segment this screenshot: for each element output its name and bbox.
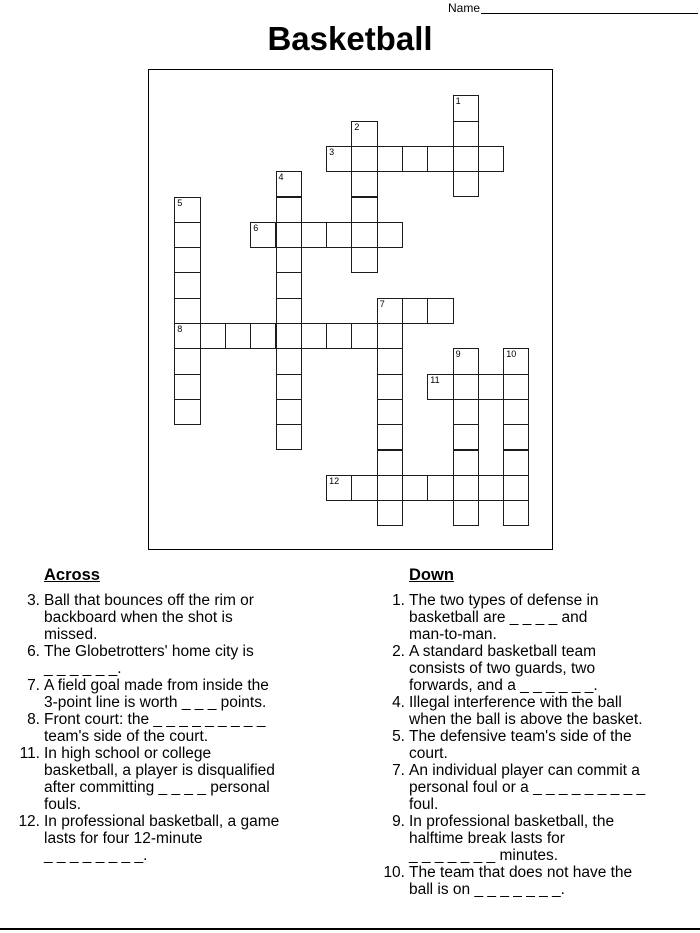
cell-number: 11: [430, 374, 440, 385]
crossword-cell[interactable]: [351, 247, 377, 273]
crossword-cell[interactable]: [453, 121, 479, 147]
crossword-cell[interactable]: [453, 374, 479, 400]
clue-text: Illegal interference with the ball when the ball is above the basket.: [409, 694, 643, 728]
crossword-cell[interactable]: [351, 121, 377, 147]
crossword-cell[interactable]: [377, 450, 403, 476]
clue-text: Ball that bounces off the rim or backboard when the shot is missed.: [44, 592, 254, 643]
clue-text: The defensive team's side of the court.: [409, 728, 632, 762]
bottom-page-rule: [0, 928, 700, 930]
crossword-cell[interactable]: [276, 272, 302, 298]
crossword-cell[interactable]: [427, 298, 453, 324]
across-section: [10, 566, 344, 864]
crossword-cell[interactable]: [326, 323, 352, 349]
crossword-cell[interactable]: [377, 475, 403, 501]
crossword-cell[interactable]: [453, 500, 479, 526]
crossword-cell[interactable]: [453, 95, 479, 121]
crossword-cell[interactable]: [174, 323, 200, 349]
crossword-cell[interactable]: [453, 399, 479, 425]
crossword-cell[interactable]: [200, 323, 226, 349]
clue-item: [10, 592, 344, 643]
crossword-cell[interactable]: [276, 222, 302, 248]
cell-number: 3: [329, 146, 335, 157]
crossword-cell[interactable]: [326, 222, 352, 248]
clue-text: A standard basketball team consists of two guards, two forwards, and a _ _ _ _ _ _.: [409, 643, 598, 694]
clue-number: 7.: [27, 677, 40, 694]
crossword-cell[interactable]: [174, 298, 200, 324]
clue-text: A field goal made from inside the 3-point line is worth _ _ _ points.: [44, 677, 269, 711]
clue-item: [374, 813, 696, 864]
crossword-cell[interactable]: [326, 146, 352, 172]
cell-number: 1: [455, 96, 461, 107]
cell-number: 10: [506, 349, 517, 360]
crossword-cell[interactable]: [402, 475, 428, 501]
clue-item: [374, 762, 696, 813]
crossword-cell[interactable]: [503, 475, 529, 501]
crossword-cell[interactable]: [276, 197, 302, 223]
crossword-cell[interactable]: [377, 424, 403, 450]
clue-text: Front court: the _ _ _ _ _ _ _ _ _ team's side of the court.: [44, 711, 266, 745]
crossword-cell[interactable]: [377, 348, 403, 374]
crossword-cell[interactable]: [453, 475, 479, 501]
cell-number: 6: [253, 222, 259, 233]
crossword-cell[interactable]: [503, 399, 529, 425]
crossword-cell[interactable]: [503, 500, 529, 526]
name-label: Name: [448, 1, 481, 15]
crossword-cell[interactable]: [276, 348, 302, 374]
crossword-cell[interactable]: [377, 146, 403, 172]
crossword-cell[interactable]: [453, 424, 479, 450]
clue-item: [374, 864, 696, 898]
crossword-cell[interactable]: [351, 171, 377, 197]
down-heading: Down: [409, 566, 454, 584]
crossword-cell[interactable]: [174, 399, 200, 425]
crossword-cell[interactable]: [453, 146, 479, 172]
crossword-cell[interactable]: [276, 247, 302, 273]
crossword-cell[interactable]: [377, 399, 403, 425]
crossword-cell[interactable]: [250, 222, 276, 248]
crossword-cell[interactable]: [276, 323, 302, 349]
crossword-cell[interactable]: [276, 298, 302, 324]
crossword-grid: [148, 69, 553, 550]
crossword-cell[interactable]: [174, 374, 200, 400]
crossword-cell[interactable]: [174, 222, 200, 248]
crossword-cell[interactable]: [174, 247, 200, 273]
clue-number: 11.: [19, 745, 40, 762]
clue-item: [374, 694, 696, 728]
clue-item: [374, 728, 696, 762]
crossword-cell[interactable]: [225, 323, 251, 349]
clue-number: 12.: [18, 813, 40, 830]
across-heading: Across: [44, 566, 100, 584]
clue-number: 7.: [392, 762, 405, 779]
crossword-cell[interactable]: [174, 197, 200, 223]
crossword-cell[interactable]: [351, 146, 377, 172]
clue-item: [374, 643, 696, 694]
crossword-cell[interactable]: [453, 450, 479, 476]
clue-number: 3.: [27, 592, 40, 609]
crossword-cell[interactable]: [276, 171, 302, 197]
crossword-cell[interactable]: [351, 197, 377, 223]
name-fill-in-line[interactable]: [481, 13, 698, 14]
crossword-cell[interactable]: [453, 348, 479, 374]
down-section: [374, 566, 696, 898]
clue-item: [10, 813, 344, 864]
clue-item: [10, 745, 344, 813]
crossword-cell[interactable]: [377, 323, 403, 349]
clue-item: [374, 592, 696, 643]
clue-text: An individual player can commit a personal foul or a _ _ _ _ _ _ _ _ _ foul.: [409, 762, 646, 813]
clue-number: 1.: [392, 592, 405, 609]
cell-number: 9: [455, 349, 461, 360]
crossword-cell[interactable]: [377, 298, 403, 324]
clue-text: In professional basketball, the halftime break lasts for _ _ _ _ _ _ _ minutes.: [409, 813, 615, 864]
clue-number: 4.: [392, 694, 405, 711]
clue-text: The Globetrotters' home city is _ _ _ _ _ _.: [44, 643, 254, 677]
crossword-cell[interactable]: [174, 348, 200, 374]
crossword-cell[interactable]: [276, 374, 302, 400]
cell-number: 8: [177, 324, 183, 334]
crossword-cell[interactable]: [351, 222, 377, 248]
cell-number: 12: [329, 475, 340, 486]
clue-item: [10, 643, 344, 677]
cell-number: 7: [379, 298, 385, 309]
clue-number: 5.: [392, 728, 405, 745]
crossword-cell[interactable]: [326, 475, 352, 501]
crossword-cell[interactable]: [478, 146, 504, 172]
clue-number: 8.: [27, 711, 40, 728]
crossword-cell[interactable]: [276, 424, 302, 450]
cell-number: 5: [177, 197, 183, 208]
clue-number: 2.: [392, 643, 405, 660]
clue-text: The two types of defense in basketball are _ _ _ _ and man-to-man.: [409, 592, 599, 643]
crossword-cell[interactable]: [427, 146, 453, 172]
crossword-cell[interactable]: [478, 475, 504, 501]
crossword-cell[interactable]: [453, 171, 479, 197]
crossword-cell[interactable]: [478, 374, 504, 400]
clue-number: 10.: [383, 864, 405, 881]
crossword-cell[interactable]: [427, 374, 453, 400]
crossword-cell[interactable]: [402, 146, 428, 172]
clue-number: 6.: [27, 643, 40, 660]
crossword-cell[interactable]: [503, 374, 529, 400]
crossword-cell[interactable]: [503, 348, 529, 374]
crossword-cell[interactable]: [402, 298, 428, 324]
clue-text: In high school or college basketball, a player is disqualified after committing _ _ _ _ personal fouls.: [44, 745, 275, 813]
crossword-cell[interactable]: [174, 272, 200, 298]
clue-item: [10, 677, 344, 711]
crossword-cell[interactable]: [503, 424, 529, 450]
clue-text: The team that does not have the ball is on _ _ _ _ _ _ _.: [409, 864, 633, 898]
clue-text: In professional basketball, a game lasts for four 12-minute _ _ _ _ _ _ _ _.: [44, 813, 280, 864]
crossword-cell[interactable]: [250, 323, 276, 349]
clue-item: [10, 711, 344, 745]
clue-number: 9.: [392, 813, 405, 830]
crossword-cell[interactable]: [351, 475, 377, 501]
cell-number: 4: [278, 172, 284, 183]
crossword-cell[interactable]: [377, 500, 403, 526]
down-clue-list: [374, 592, 696, 898]
crossword-cell[interactable]: [301, 222, 327, 248]
crossword-cell[interactable]: [301, 323, 327, 349]
crossword-cell[interactable]: [377, 374, 403, 400]
crossword-cell[interactable]: [503, 450, 529, 476]
crossword-cell[interactable]: [351, 323, 377, 349]
crossword-cell[interactable]: [276, 399, 302, 425]
across-clue-list: [10, 592, 344, 864]
crossword-cell[interactable]: [427, 475, 453, 501]
cell-number: 2: [354, 121, 360, 132]
crossword-cell[interactable]: [377, 222, 403, 248]
page-title: Basketball: [267, 20, 433, 57]
